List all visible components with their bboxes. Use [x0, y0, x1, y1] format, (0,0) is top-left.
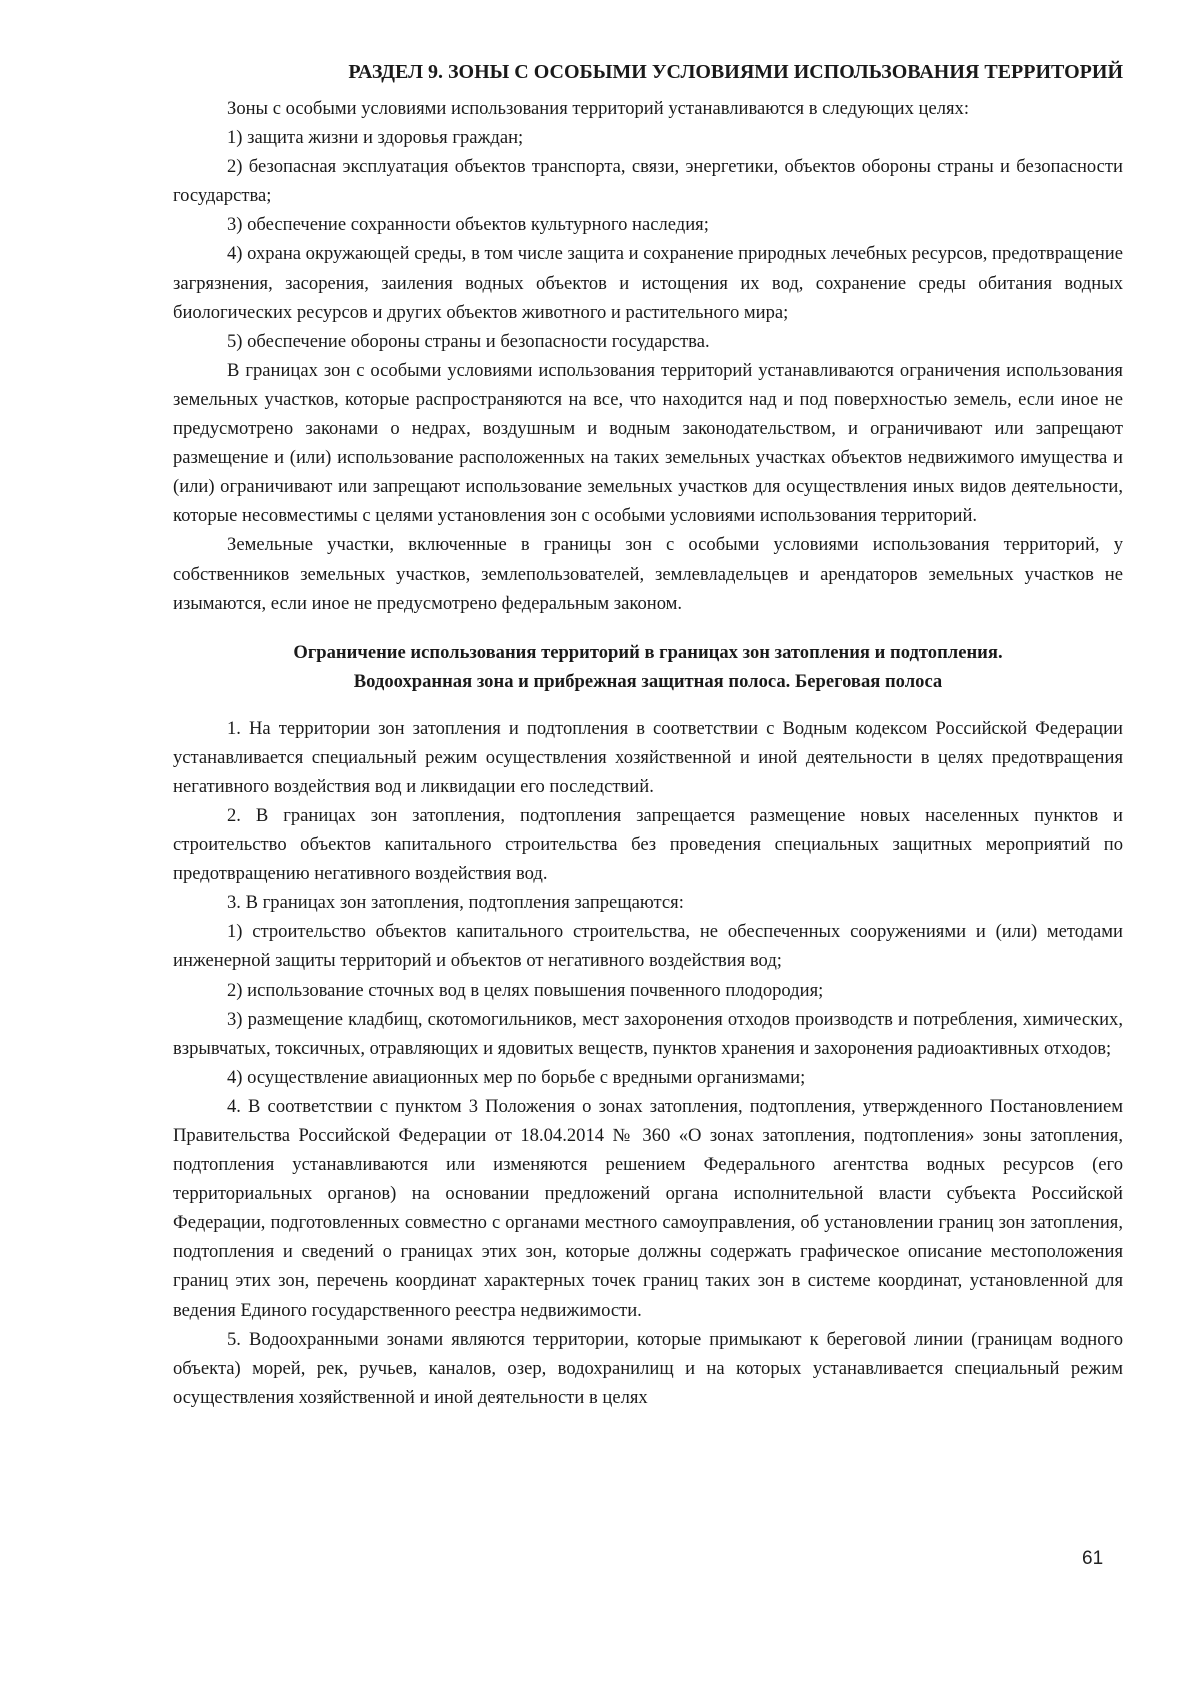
subsection-title-line: Ограничение использования территорий в границах зон затопления и подтопления. [293, 641, 1003, 663]
list-item: 3) обеспечение сохранности объектов культурного наследия; [227, 214, 709, 236]
body-section [173, 714, 1123, 1412]
list-item: 2) безопасная эксплуатация объектов транспорта, связи, энергетики, объектов обороны страны и безопасности государства; [173, 156, 1123, 207]
paragraph: 4. В соответствии с пунктом 3 Положения о зонах затопления, подтопления, утвержденного Постановлением Правительства Российской Федерации от 18.04.2014 № 360 «О зонах затопления, подтопления» зоны затопления, подтопления устанавливаются или изменяются решением Федерального агентства водных ресурсов (его территориальных органов) на основании предложений органа исполнительной власти субъекта Российской Федерации, подготовленных совместно с органами местного самоуправления, об установлении границ зон затопления, подтопления и сведений о границах этих зон, которые должны содержать графическое описание местоположения границ этих зон, перечень координат характерных точек границ таких зон в системе координат, установленной для ведения Единого государственного реестра недвижимости. [173, 1095, 1123, 1321]
subsection-title [173, 638, 1123, 696]
list-item: 2) использование сточных вод в целях повышения почвенного плодородия; [227, 979, 824, 1001]
paragraph: Земельные участки, включенные в границы зон с особыми условиями использования территорий, у собственников земельных участков, землепользователей, землевладельцев и арендаторов земельных участков не изымаются, если иное не предусмотрено федеральным законом. [173, 534, 1123, 614]
paragraph: 3. В границах зон затопления, подтопления запрещаются: [227, 892, 684, 914]
list-item: 5) обеспечение обороны страны и безопасности государства. [227, 330, 710, 352]
section-title: РАЗДЕЛ 9. ЗОНЫ С ОСОБЫМИ УСЛОВИЯМИ ИСПОЛЬЗОВАНИЯ ТЕРРИТОРИЙ [348, 61, 1123, 83]
list-item: 4) охрана окружающей среды, в том числе защита и сохранение природных лечебных ресурсов, предотвращение загрязнения, засорения, заиления водных объектов и истощения их вод, сохранение среды обитания водных биологических ресурсов и других объектов животного и растительного мира; [173, 243, 1123, 323]
list-item: 1) защита жизни и здоровья граждан; [227, 127, 524, 149]
paragraph: В границах зон с особыми условиями использования территорий устанавливаются ограничения использования земельных участков, которые распространяются на все, что находится над и под поверхностью земель, если иное не предусмотрено законами о недрах, воздушным и водным законодательством, и ограничивают или запрещают размещение и (или) использование расположенных на таких земельных участках объектов недвижимого имущества и (или) ограничивают или запрещают использование земельных участков для осуществления иных видов деятельности, которые несовместимы с целями установления зон с особыми условиями использования территорий. [173, 359, 1123, 527]
paragraph: 5. Водоохранными зонами являются территории, которые примыкают к береговой линии (границам водного объекта) морей, рек, ручьев, каналов, озер, водохранилищ и на которых устанавливается специальный режим осуществления хозяйственной и иной деятельности в целях [173, 1328, 1123, 1408]
page-number: 61 [1082, 1548, 1104, 1569]
paragraph: Зоны с особыми условиями использования территорий устанавливаются в следующих целях: [227, 98, 970, 119]
list-item: 3) размещение кладбищ, скотомогильников, мест захоронения отходов производств и потребления, химических, взрывчатых, токсичных, отравляющих и ядовитых веществ, пунктов хранения и захоронения радиоактивных отходов; [173, 1008, 1123, 1059]
paragraph: 1. На территории зон затопления и подтопления в соответствии с Водным кодексом Российской Федерации устанавливается специальный режим осуществления хозяйственной и иной деятельности в целях предотвращения негативного воздействия вод и ликвидации его последствий. [173, 717, 1123, 797]
paragraph: 2. В границах зон затопления, подтопления запрещается размещение новых населенных пунктов и строительство объектов капитального строительства без проведения специальных защитных мероприятий по предотвращению негативного воздействия вод. [173, 804, 1123, 885]
list-item: 4) осуществление авиационных мер по борьбе с вредными организмами; [227, 1066, 806, 1088]
subsection-title-line: Водоохранная зона и прибрежная защитная полоса. Береговая полоса [353, 670, 943, 692]
page-content [173, 58, 1123, 1412]
intro-section [173, 94, 1123, 618]
list-item: 1) строительство объектов капитального строительства, не обеспеченных сооружениями и (или) методами инженерной защиты территорий и объектов от негативного воздействия вод; [173, 921, 1123, 972]
